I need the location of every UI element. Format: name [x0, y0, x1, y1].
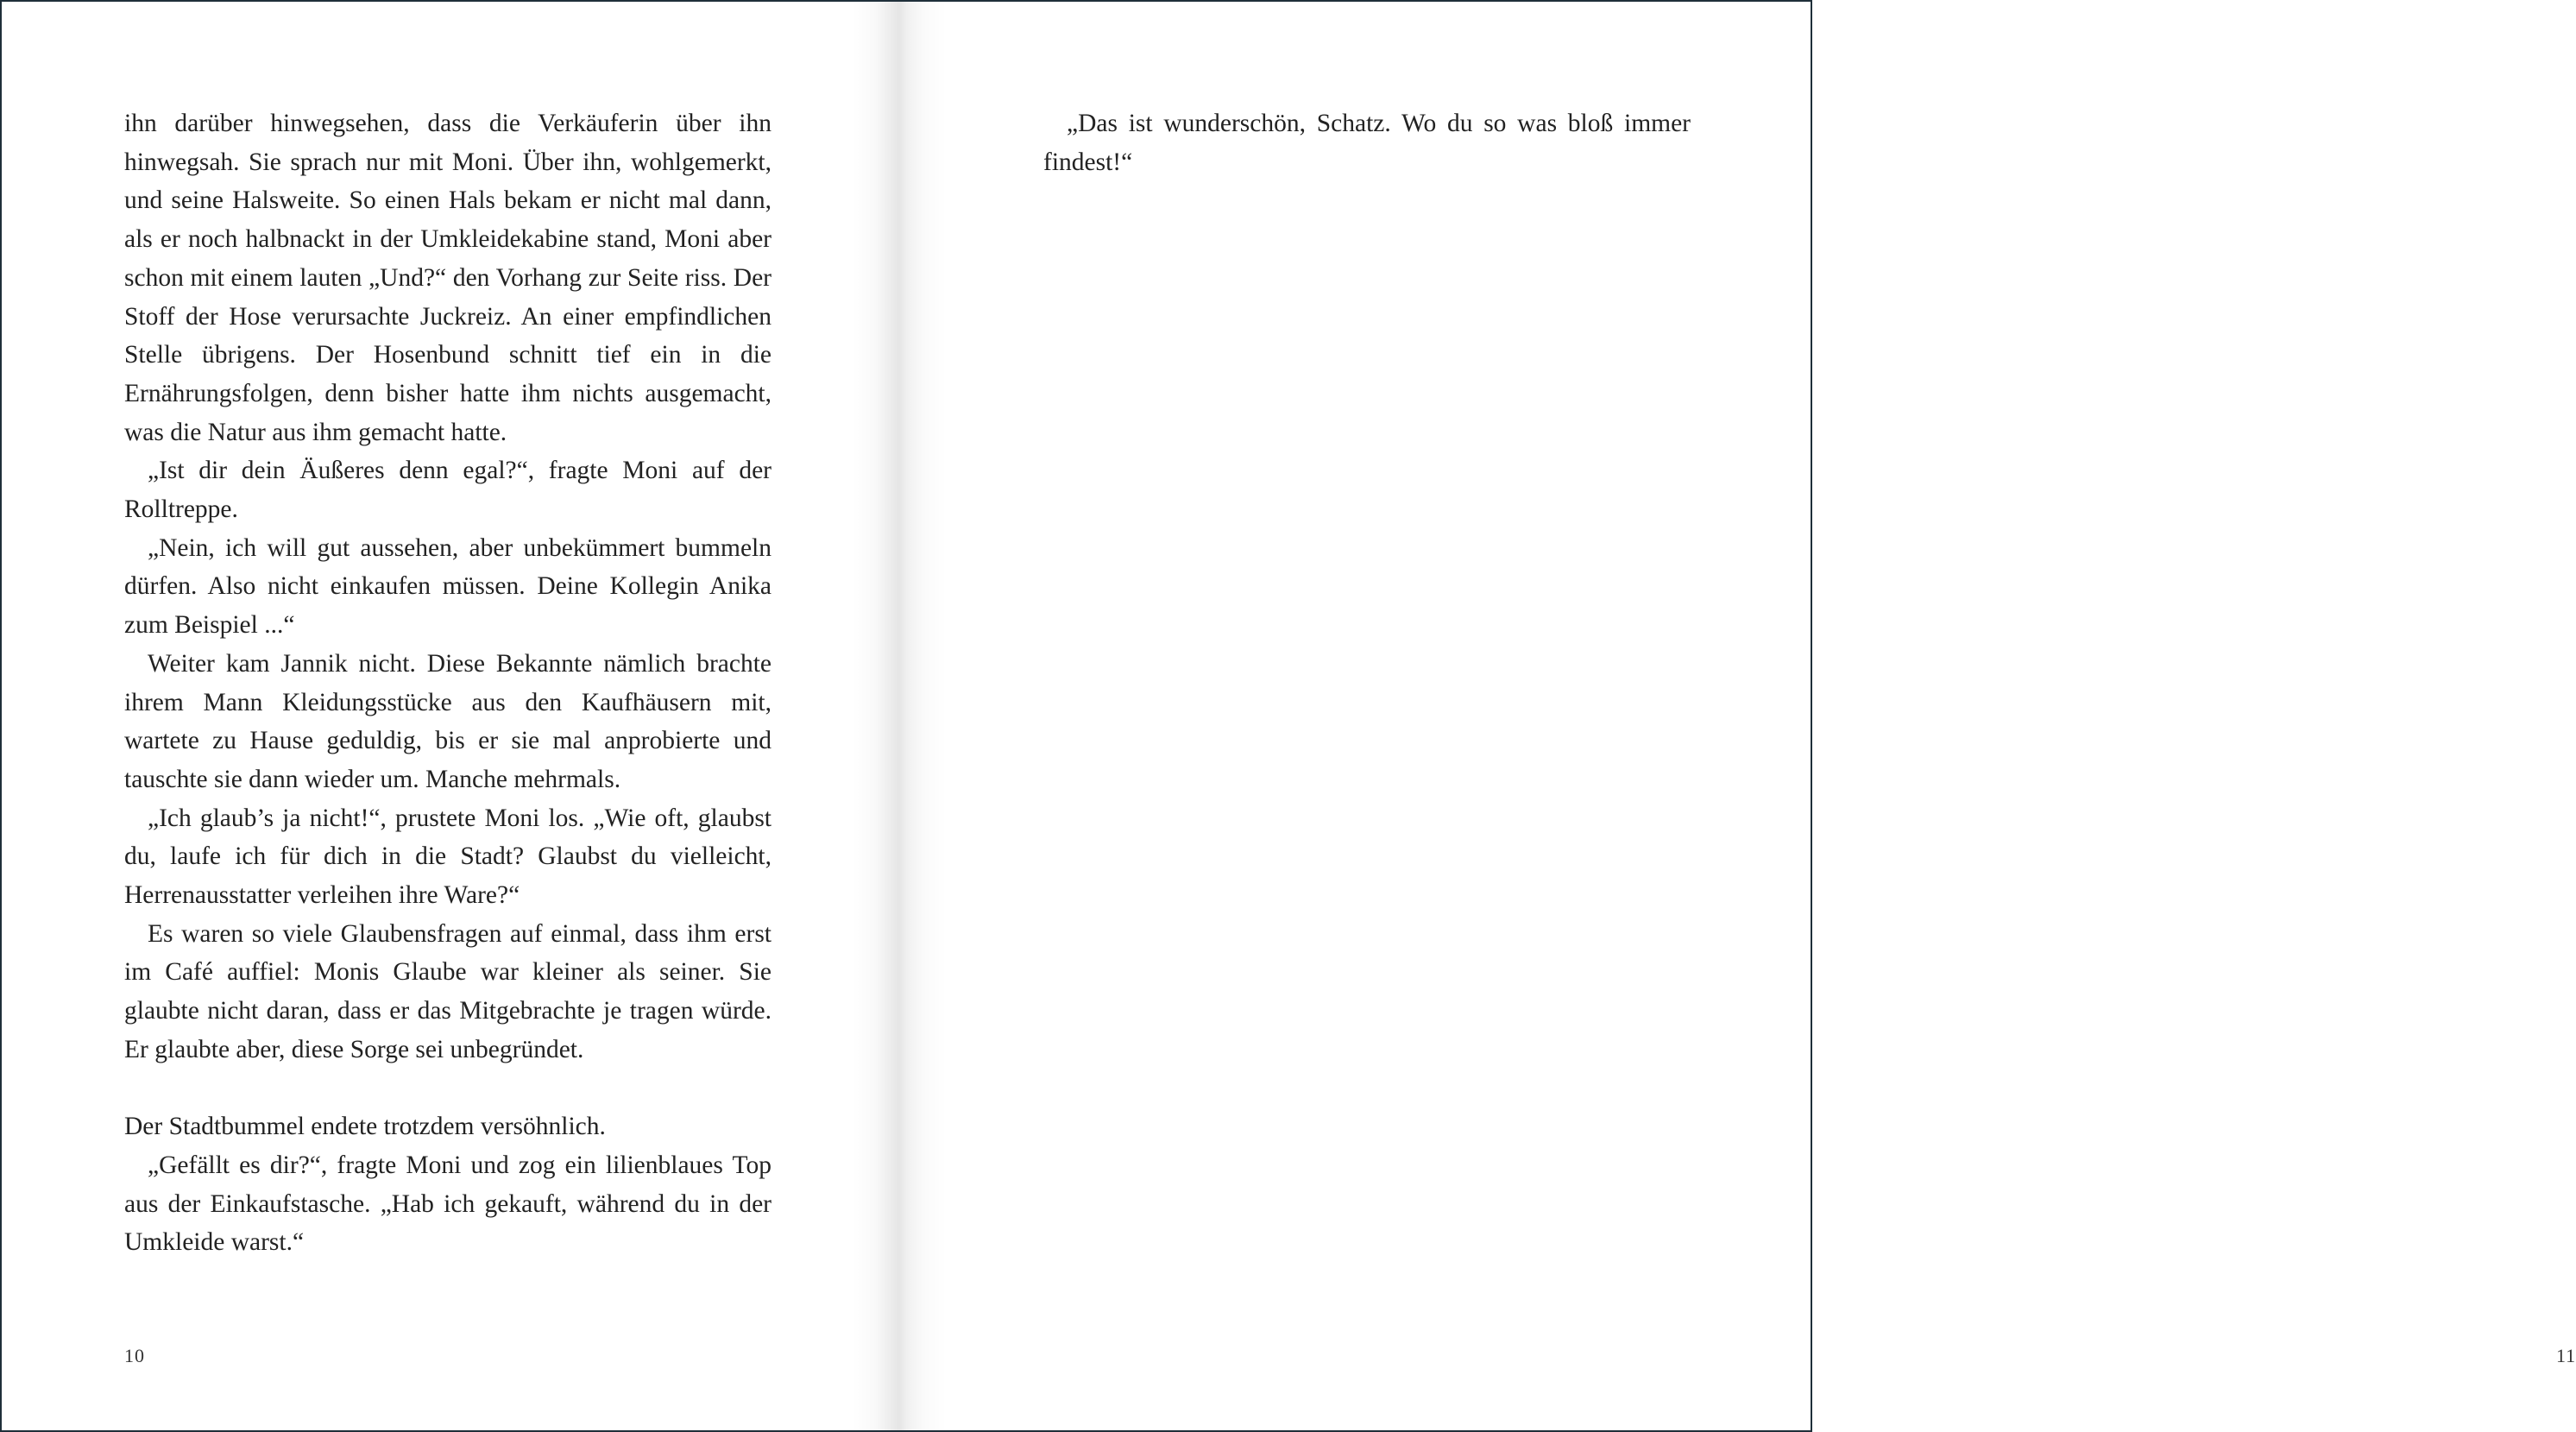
paragraph: „Das ist wunderschön, Schatz. Wo du so was bloß immer findest!“ — [1043, 110, 1691, 176]
right-page-text — [1043, 104, 1691, 181]
paragraph: ihn darüber hinwegsehen, dass die Verkäuferin über ihn hinwegsah. Sie sprach nur mit Moni. Über ihn, wohlgemerkt, und seine Halsweite. So einen Hals bekam er nicht mal dann, als er noch halbnackt in der Umkleidekabine stand, Moni aber schon mit einem lauten „Und?“ den Vorhang zur Seite riss. Der Stoff der Hose verursachte Juckreiz. An einer empfindlichen Stelle übrigens. Der Hosenbund schnitt tief ein in die Ernährungsfolgen, denn bisher hatte ihm nichts ausgemacht, was die Natur aus ihm gemacht hatte. — [124, 110, 772, 446]
right-page — [891, 2, 2576, 1430]
page-number-left: 10 — [124, 1345, 145, 1366]
paragraph: Es waren so viele Glaubensfragen auf einmal, dass ihm erst im Café auffiel: Monis Glaube war kleiner als seiner. Sie glaubte nicht daran, dass er das Mitgebrachte je tragen würde. Er glaubte aber, diese Sorge sei unbegründet. — [124, 919, 772, 1063]
paragraph: Der Stadtbummel endete trotzdem versöhnlich. — [124, 1113, 606, 1141]
paragraph: „Gefällt es dir?“, fragte Moni und zog ein lilienblaues Top aus der Einkaufstasche. „Hab ich gekauft, während du in der Umkleide warst.“ — [124, 1151, 772, 1257]
left-page — [2, 2, 891, 1430]
page-number-right: 11 — [2556, 1345, 2576, 1366]
paragraph: Weiter kam Jannik nicht. Diese Bekannte nämlich brachte ihrem Mann Kleidungsstücke aus den Kaufhäusern mit, wartete zu Hause geduldig, bis er sie mal anprobierte und tauschte sie dann wieder um. Manche mehrmals. — [124, 649, 772, 793]
paragraph: „Nein, ich will gut aussehen, aber unbekümmert bummeln dürfen. Also nicht einkaufen müssen. Deine Kollegin Anika zum Beispiel ...“ — [124, 533, 772, 640]
paragraph: „Ich glaub’s ja nicht!“, prustete Moni los. „Wie oft, glaubst du, laufe ich für dich in die Stadt? Glaubst du vielleicht, Herrenausstatter verleihen ihre Ware?“ — [124, 804, 772, 910]
paragraph: „Ist dir dein Äußeres denn egal?“, fragte Moni auf der Rolltreppe. — [124, 457, 772, 524]
left-page-text — [124, 104, 772, 1262]
